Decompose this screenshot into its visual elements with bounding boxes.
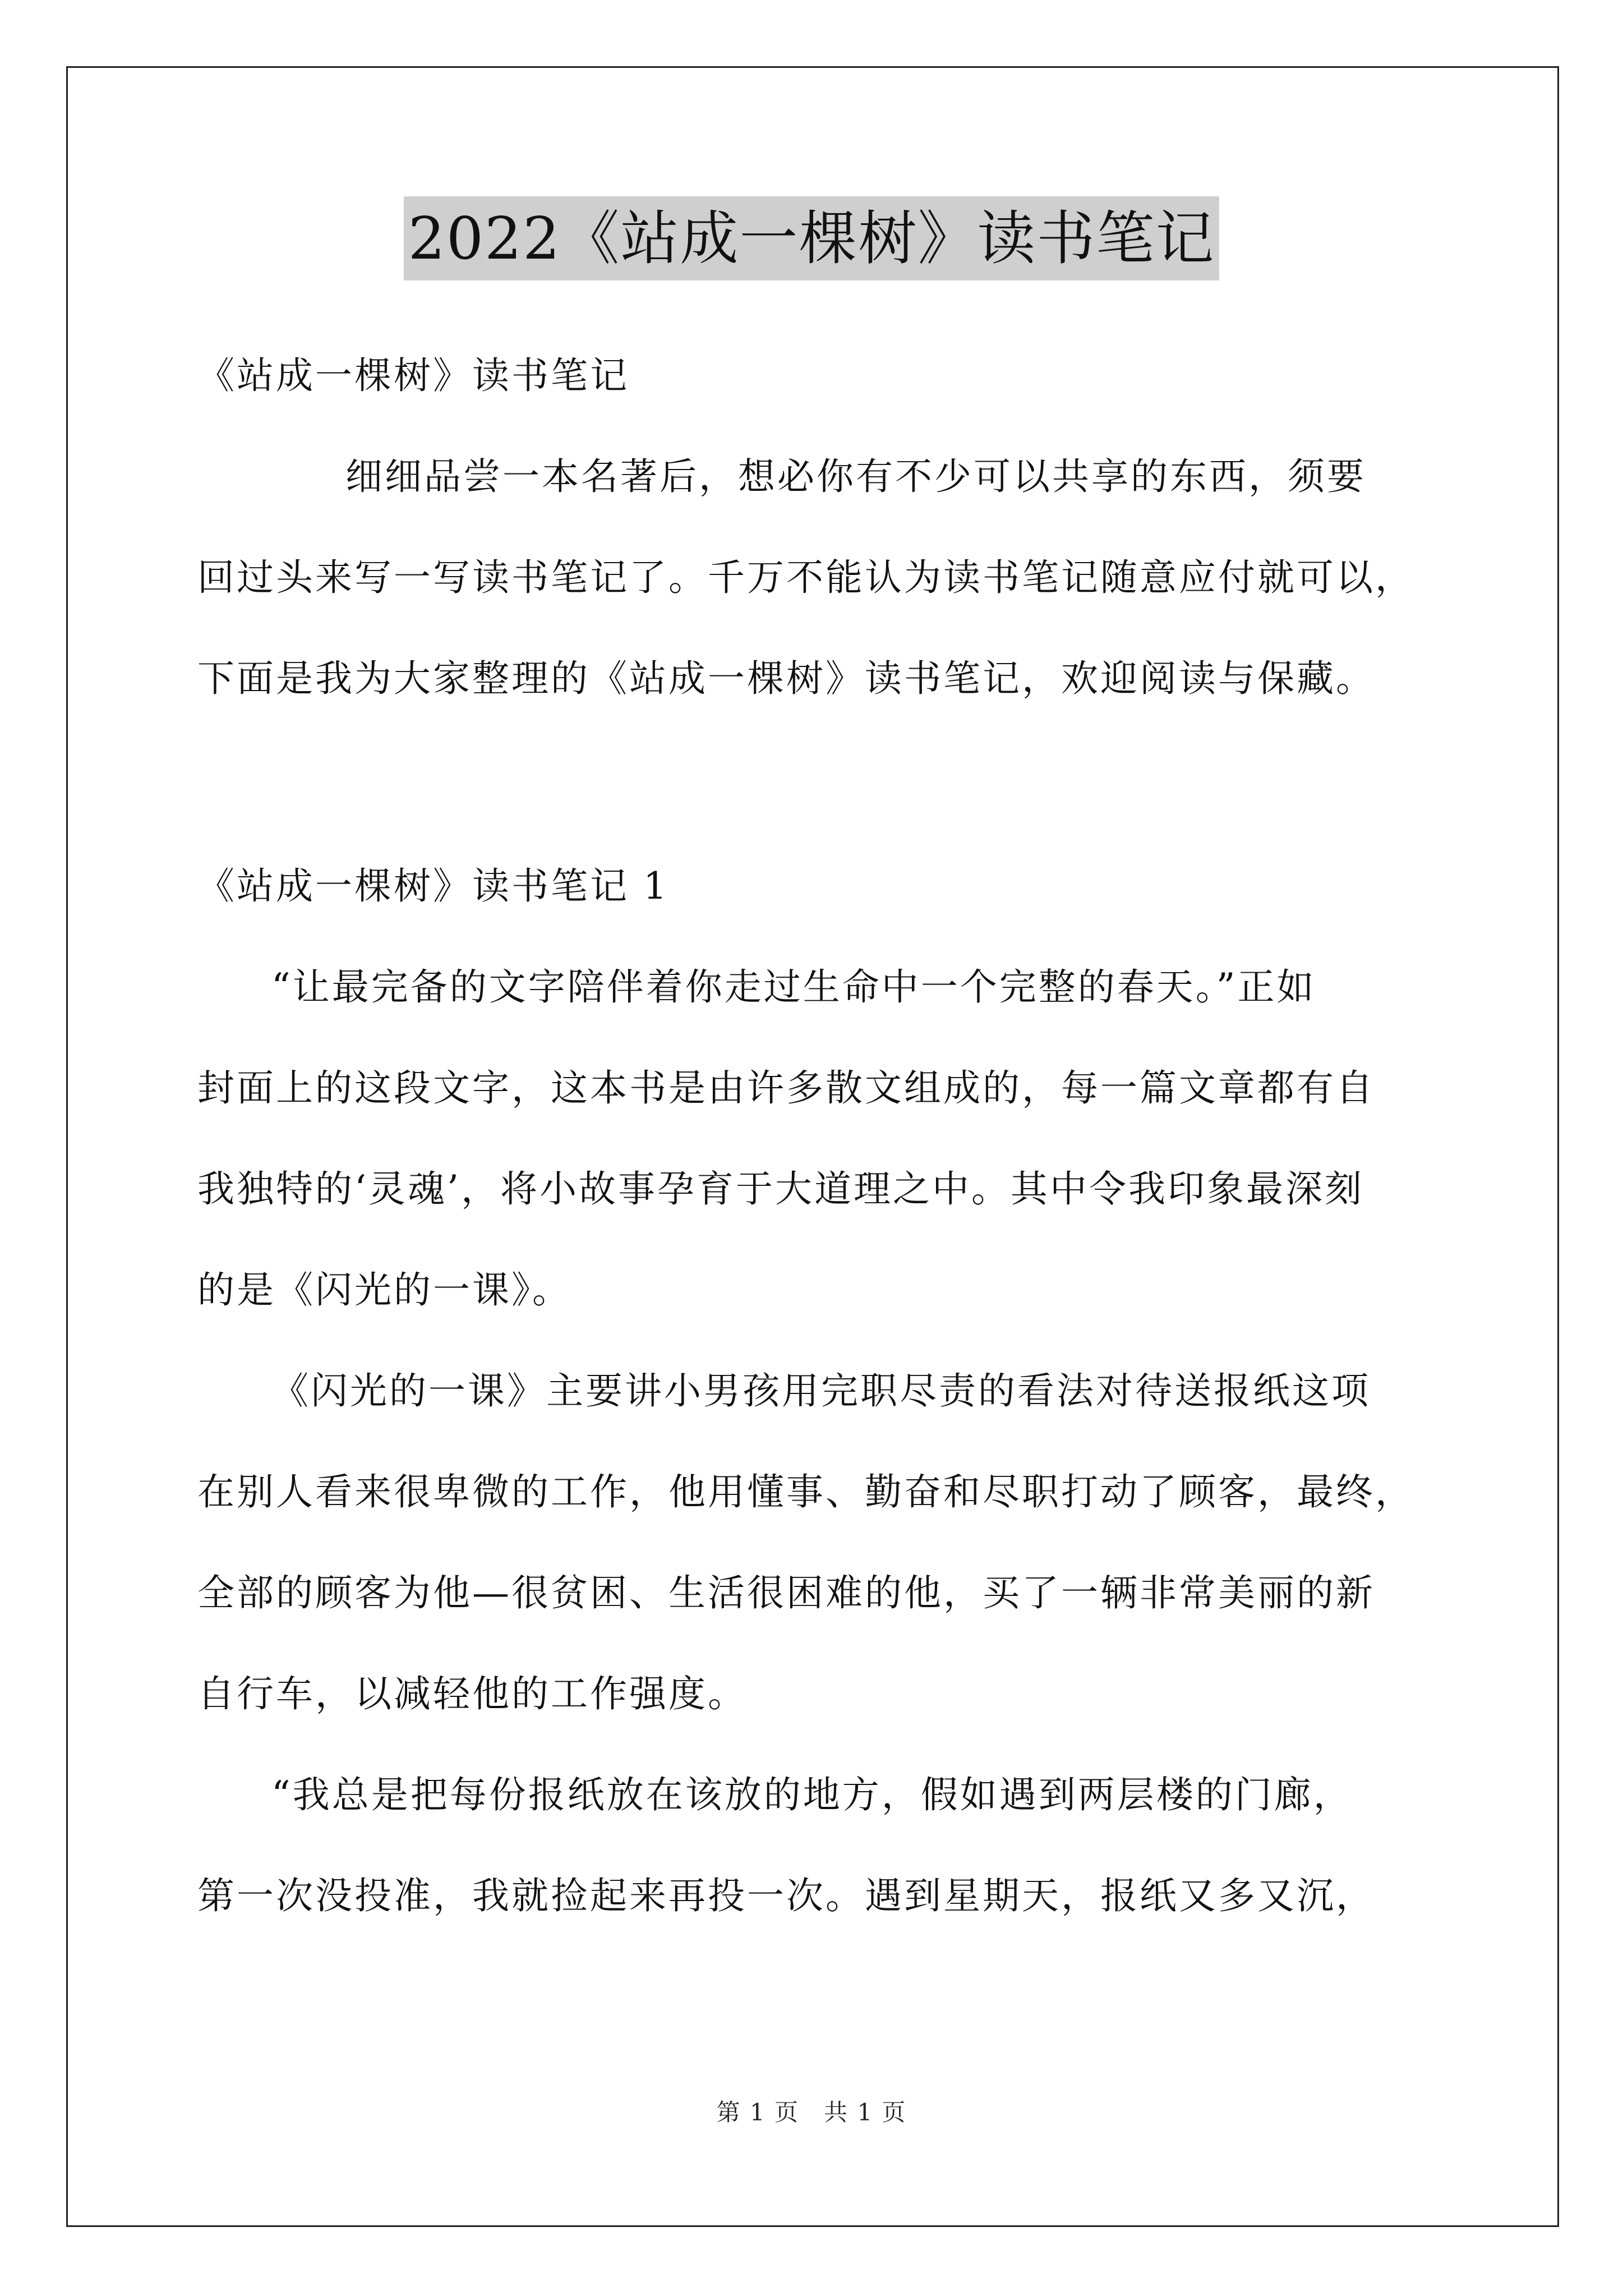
paragraph-line: 全部的顾客为他—很贫困、生活很困难的他，买了一辆非常美丽的新 bbox=[197, 1571, 1375, 1614]
paragraph-line: “让最完备的文字陪伴着你走过生命中一个完整的春天。”正如 bbox=[271, 965, 1316, 1009]
title-container bbox=[0, 196, 1623, 280]
paragraph-line: 《闪光的一课》主要讲小男孩用完职尽责的看法对待送报纸这项 bbox=[271, 1369, 1371, 1412]
document-subtitle: 《站成一棵树》读书笔记 bbox=[197, 354, 629, 397]
document-title: 2022《站成一棵树》读书笔记 bbox=[404, 196, 1220, 280]
paragraph-line: 自行车，以减轻他的工作强度。 bbox=[197, 1672, 747, 1715]
paragraph-line: 封面上的这段文字，这本书是由许多散文组成的，每一篇文章都有自 bbox=[197, 1066, 1375, 1110]
section-heading: 《站成一棵树》读书笔记 1 bbox=[197, 864, 669, 908]
intro-line: 细细品尝一本名著后，想必你有不少可以共享的东西，须要 bbox=[345, 455, 1366, 498]
intro-line: 下面是我为大家整理的《站成一棵树》读书笔记，欢迎阅读与保藏。 bbox=[197, 657, 1375, 700]
paragraph-line: 的是《闪光的一课》。 bbox=[197, 1268, 571, 1312]
page-footer: 第 1 页 共 1 页 bbox=[716, 2099, 907, 2126]
intro-line: 回过头来写一写读书笔记了。千万不能认为读书笔记随意应付就可以， bbox=[197, 556, 1414, 599]
paragraph-line: 我独特的‘灵魂’，将小故事孕育于大道理之中。其中令我印象最深刻 bbox=[197, 1167, 1364, 1211]
paragraph-line: “我总是把每份报纸放在该放的地方，假如遇到两层楼的门廊， bbox=[271, 1773, 1353, 1816]
paragraph-line: 第一次没投准，我就捡起来再投一次。遇到星期天，报纸又多又沉， bbox=[197, 1874, 1375, 1917]
paragraph-line: 在别人看来很卑微的工作，他用懂事、勤奋和尽职打动了顾客，最终， bbox=[197, 1470, 1414, 1513]
